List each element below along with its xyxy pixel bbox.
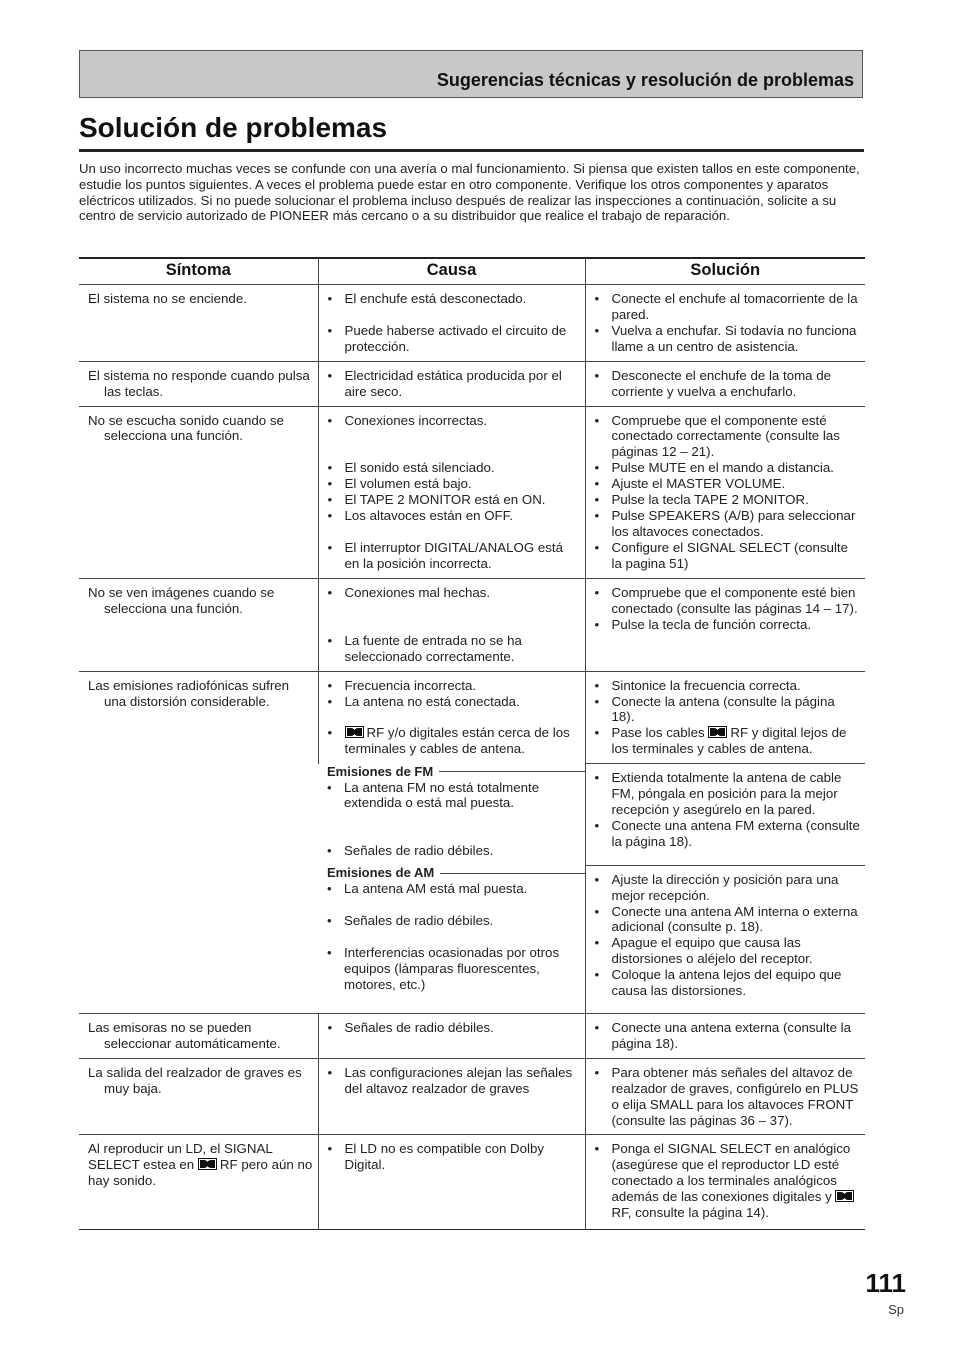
symptom-cell: Las emisiones radiofónicas sufren una distorsión considerable. — [88, 677, 290, 709]
solution-item: • Conecte una antena FM externa (consulte la página 18). — [595, 818, 862, 850]
solution-item: • Pulse MUTE en el mando a distancia. — [595, 460, 862, 476]
solution-item: • Coloque la antena lejos del equipo que causa las distorsiones. — [595, 967, 862, 999]
solution-item: • Ajuste el MASTER VOLUME. — [595, 476, 862, 492]
table-row — [79, 1135, 865, 1230]
solution-cell — [585, 1058, 865, 1135]
dolby-digital-icon — [345, 726, 364, 738]
cause-item: • El interruptor DIGITAL/ANALOG está en la posición incorrecta. — [328, 540, 581, 572]
symptom-cell: Las emisoras no se pueden seleccionar automáticamente. — [88, 1020, 281, 1051]
cause-item: • Señales de radio débiles. — [328, 1020, 581, 1036]
symptom-cell: No se escucha sonido cuando se selecciona una función. — [88, 412, 284, 444]
cause-cell — [318, 1135, 585, 1230]
solution-item: • Compruebe que el componente esté bien conectado (consulte las páginas 14 – 17). — [595, 585, 862, 617]
solution-item: • Pulse la tecla de función correcta. — [595, 617, 862, 633]
language-code: Sp — [888, 1302, 904, 1317]
table-header-row — [79, 258, 865, 285]
cause-cell — [318, 865, 585, 1013]
solution-cell — [585, 865, 865, 1013]
cause-item: • Las configuraciones alejan las señales del altavoz realzador de graves — [328, 1065, 581, 1097]
solution-cell — [585, 1135, 865, 1230]
table-row — [79, 406, 865, 578]
cause-item: • El volumen está bajo. — [328, 476, 581, 492]
cause-item: • La antena no está conectada. — [328, 694, 581, 710]
fm-subheading: Emisiones de FM — [318, 764, 581, 780]
header-solution: Solución — [585, 258, 865, 285]
cause-item: • La antena FM no está totalmente extendida o está mal puesta. — [327, 780, 581, 812]
cause-item: • Los altavoces están en OFF. — [328, 508, 581, 524]
cause-item: • El sonido está silenciado. — [328, 460, 581, 476]
solution-item: • Vuelva a enchufar. Si todavía no funciona llame a un centro de asistencia. — [595, 323, 862, 355]
solution-item: • Pulse SPEAKERS (A/B) para seleccionar los altavoces conectados. — [595, 508, 862, 540]
symptom-cell: No se ven imágenes cuando se selecciona una función. — [88, 584, 275, 616]
cause-item: • Frecuencia incorrecta. — [328, 678, 581, 694]
page-title: Solución de problemas — [79, 112, 388, 143]
cause-item: • Interferencias ocasionadas por otros equipos (lámparas fluorescentes, motores, etc.) — [327, 945, 581, 993]
solution-cell — [585, 578, 865, 671]
solution-item: • Conecte una antena AM interna o externa adicional (consulte p. 18). — [595, 904, 862, 936]
solution-cell — [585, 285, 865, 362]
cause-item: • La antena AM está mal puesta. — [327, 881, 581, 897]
solution-item: • Apague el equipo que causa las distorsiones o aléjelo del receptor. — [595, 935, 862, 967]
solution-item: • Conecte el enchufe al tomacorriente de la pared. — [595, 291, 862, 323]
solution-item: • Compruebe que el componente esté conectado correctamente (consulte las páginas 12 – 21). — [595, 413, 862, 461]
cause-cell — [318, 1014, 585, 1059]
symptom-cell: La salida del realzador de graves es muy baja. — [88, 1064, 302, 1096]
cause-item: • Señales de radio débiles. — [327, 913, 581, 929]
solution-item: • Para obtener más señales del altavoz de realzador de graves, configúrelo en PLUS o elija SMALL para los altavoces FRONT (consulte las páginas 36 – 37). — [595, 1065, 862, 1129]
dolby-digital-icon — [835, 1190, 854, 1202]
table-row — [79, 361, 865, 406]
symptom-cell: El sistema no se enciende. — [88, 291, 247, 306]
symptom-cell: El sistema no responde cuando pulsa las teclas. — [88, 367, 310, 399]
section-title: Sugerencias técnicas y resolución de problemas — [436, 70, 854, 90]
solution-item: • Configure el SIGNAL SELECT (consulte la pagina 51) — [595, 540, 862, 572]
table-row — [79, 285, 865, 362]
solution-item: • Ponga el SIGNAL SELECT en analógico (asegúrese que el reproductor LD esté conectado a los terminales analógicos además de las conexiones digitales y RF, consulte la página 14). — [595, 1141, 862, 1221]
cause-item: • Conexiones incorrectas. — [328, 413, 581, 429]
cause-cell — [318, 285, 585, 362]
cause-item: • Conexiones mal hechas. — [328, 585, 581, 601]
cause-item: • El TAPE 2 MONITOR está en ON. — [328, 492, 581, 508]
solution-item: • Ajuste la dirección y posición para una mejor recepción. — [595, 872, 862, 904]
solution-item: • Pase los cables RF y digital lejos de los terminales y cables de antena. — [595, 725, 862, 757]
cause-item: • Señales de radio débiles. — [327, 843, 581, 859]
cause-item: • La fuente de entrada no se ha seleccionado correctamente. — [328, 633, 581, 665]
title-divider — [79, 149, 864, 152]
cause-cell — [318, 361, 585, 406]
table-row — [79, 1014, 865, 1059]
dolby-digital-icon — [708, 726, 727, 738]
solution-item: • Extienda totalmente la antena de cable FM, póngala en posición para la mejor recepción y asegúrelo en la pared. — [595, 770, 862, 818]
intro-paragraph: Un uso incorrecto muchas veces se confunde con una avería o mal funcionamiento. Si piensa que existen tallos en este componente, estudie los puntos siguientes. A veces el problema puede estar en otro componente. Verifique los otros componentes y aparatos eléctricos utilizados. Si no puede solucionar el problema incluso después de realizar las inspecciones a continuación, solicite a su centro de servicio autorizado de PIONEER más cercano o a su distribuidor que realice el trabajo de reparación. — [79, 161, 860, 224]
solution-cell — [585, 406, 865, 578]
header-cause: Causa — [318, 258, 585, 285]
header-symptom: Síntoma — [79, 258, 318, 285]
cause-cell — [318, 764, 585, 866]
solution-cell — [585, 671, 865, 764]
page-number: 111 — [865, 1268, 906, 1298]
cause-cell — [318, 578, 585, 671]
cause-item: • El LD no es compatible con Dolby Digital. — [328, 1141, 581, 1173]
table-row — [79, 671, 865, 764]
solution-cell — [585, 361, 865, 406]
table-row — [79, 1058, 865, 1135]
symptom-cell: Al reproducir un LD, el SIGNAL SELECT estea en RF pero aún no hay sonido. — [88, 1141, 313, 1189]
cause-item: • Electricidad estática producida por el aire seco. — [328, 368, 581, 400]
solution-cell — [585, 764, 865, 866]
solution-item: • Sintonice la frecuencia correcta. — [595, 678, 862, 694]
cause-item: • El enchufe está desconectado. — [328, 291, 581, 307]
cause-cell — [318, 671, 585, 764]
solution-item: • Conecte la antena (consulte la página 18). — [595, 694, 862, 726]
solution-item: • Conecte una antena externa (consulte la página 18). — [595, 1020, 862, 1052]
dolby-digital-icon — [198, 1158, 217, 1170]
table-row — [79, 578, 865, 671]
cause-item: • RF y/o digitales están cerca de los terminales y cables de antena. — [328, 725, 581, 757]
cause-cell — [318, 406, 585, 578]
troubleshooting-table — [79, 257, 865, 1230]
cause-item: • Puede haberse activado el circuito de protección. — [328, 323, 581, 355]
cause-cell — [318, 1058, 585, 1135]
solution-item: • Pulse la tecla TAPE 2 MONITOR. — [595, 492, 862, 508]
solution-item: • Desconecte el enchufe de la toma de corriente y vuelva a enchufarlo. — [595, 368, 862, 400]
section-header-band — [79, 50, 863, 98]
am-subheading: Emisiones de AM — [318, 865, 581, 881]
solution-cell — [585, 1014, 865, 1059]
